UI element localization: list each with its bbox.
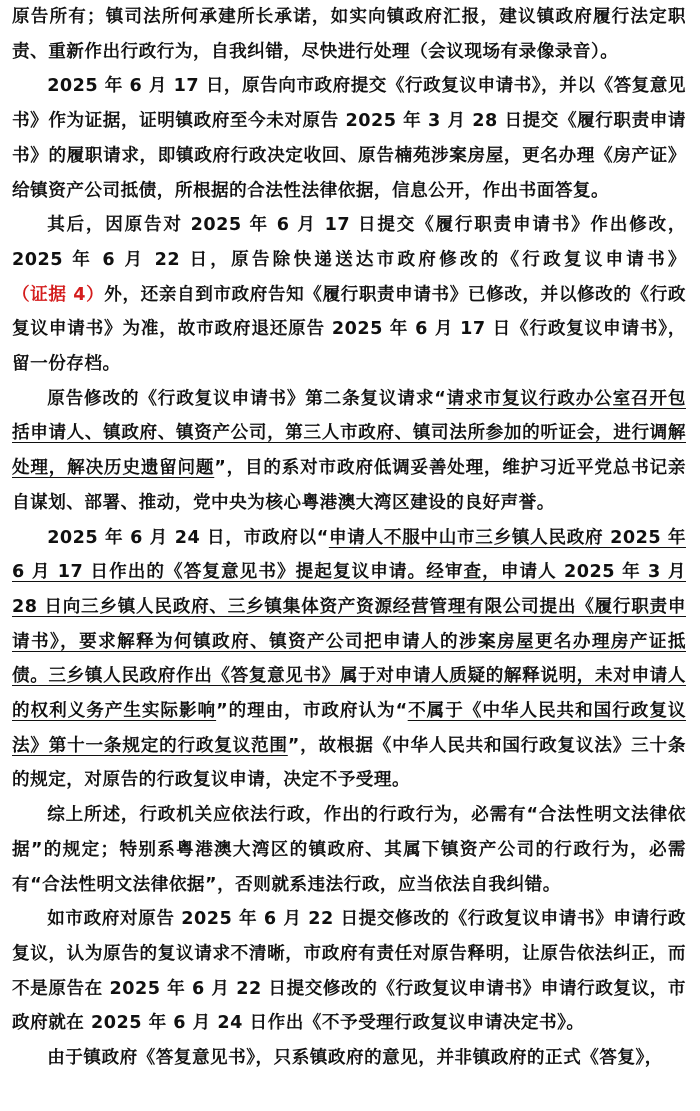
paragraph-text: ”，故根据《中华人民共和国行政复议法》三十条的规定，对原告的行政复议申请，决定不予受理。 — [12, 735, 686, 791]
paragraph-june-24-decision — [12, 521, 686, 799]
paragraph-final-partial — [12, 1041, 686, 1076]
paragraph-text: 外，还亲自到市政府告知《履行职责申请书》已修改，并以修改的《行政复议申请书》为准，故市政府退还原告 2025 年 6 月 17 日《行政复议申请书》，留一份存档。 — [12, 284, 686, 375]
quoted-decision-reason: 申请人不服中山市三乡镇人民政府 2025 年 6 月 17 日作出的《答复意见书》提起复议申请。经审查，申请人 2025 年 3 月 28 日向三乡镇人民政府、三乡镇集体资产资源经营管理有限公司提出《履行职责申请书》，要求解释为何镇政府、镇资产公司把申请人的涉案房屋更名办理房产证抵债。三乡镇人民政府作出《答复意见书》属于对申请人质疑的解释说明，未对申请人的权利义务产生实际影响 — [12, 527, 686, 722]
quoted-request: 请求市复议行政办公室召开包括申请人、镇政府、镇资产公司，第三人市政府、镇司法所参加的听证会，进行调解处理，解决历史遗留问题 — [12, 388, 686, 479]
paragraph-text: 原告所有；镇司法所何承建所长承诺，如实向镇政府汇报，建议镇政府履行法定职责、重新作出行政行为，自我纠错，尽快进行处理（会议现场有录像录音）。 — [12, 7, 686, 62]
paragraph-text: ”的理由，市政府认为“ — [216, 701, 408, 722]
paragraph-summary — [12, 798, 686, 902]
quoted-decision-scope: 不属于《中华人民共和国行政复议法》第十一条规定的行政复议范围 — [12, 701, 686, 756]
paragraph-june-17-submission — [12, 69, 686, 208]
paragraph-text: ”，目的系对市政府低调妥善处理，维护习近平党总书记亲自谋划、部署、推动，党中央为核心粤港澳大湾区建设的良好声誉。 — [12, 458, 686, 513]
paragraph-text: 其后，因原告对 2025 年 6 月 17 日提交《履行职责申请书》作出修改，2025 年 6 月 22 日，原告除快递送达市政府修改的《行政复议申请书》 — [12, 215, 686, 270]
paragraph-text: 综上所述，行政机关应依法行政，作出的行政行为，必需有“合法性明文法律依据”的规定；特别系粤港澳大湾区的镇政府、其属下镇资产公司的行政行为，必需有“合法性明文法律依据”，否则就系违法行政，应当依法自我纠错。 — [12, 805, 686, 895]
paragraph-argument — [12, 902, 686, 1041]
paragraph-june-22-revision — [12, 208, 686, 382]
paragraph-text: 2025 年 6 月 24 日，市政府以“ — [47, 527, 329, 548]
paragraph-text: 如市政府对原告 2025 年 6 月 22 日提交修改的《行政复议申请书》申请行政复议，认为原告的复议请求不清晰，市政府有责任对原告释明，让原告依法纠正，而不是原告在 2025 年 6 月 22 日提交修改的《行政复议申请书》申请行政复议，市政府就在 2025 年 6 月 24 日作出《不予受理行政复议申请决定书》。 — [12, 909, 686, 1034]
paragraph-continuation — [12, 0, 686, 69]
paragraph-text: 原告修改的《行政复议申请书》第二条复议请求“ — [47, 388, 447, 409]
evidence-reference: （证据 4） — [12, 284, 105, 305]
paragraph-text: 2025 年 6 月 17 日，原告向市政府提交《行政复议申请书》，并以《答复意见书》作为证据，证明镇政府至今未对原告 2025 年 3 月 28 日提交《履行职责申请书》的履职请求，即镇政府行政决定收回、原告楠苑涉案房屋，更名办理《房产证》给镇资产公司抵债，所根据的合法性法律依据，信息公开，作出书面答复。 — [12, 76, 686, 201]
paragraph-text: 由于镇政府《答复意见书》，只系镇政府的意见，并非镇政府的正式《答复》， — [47, 1048, 663, 1069]
paragraph-revised-request — [12, 382, 686, 521]
